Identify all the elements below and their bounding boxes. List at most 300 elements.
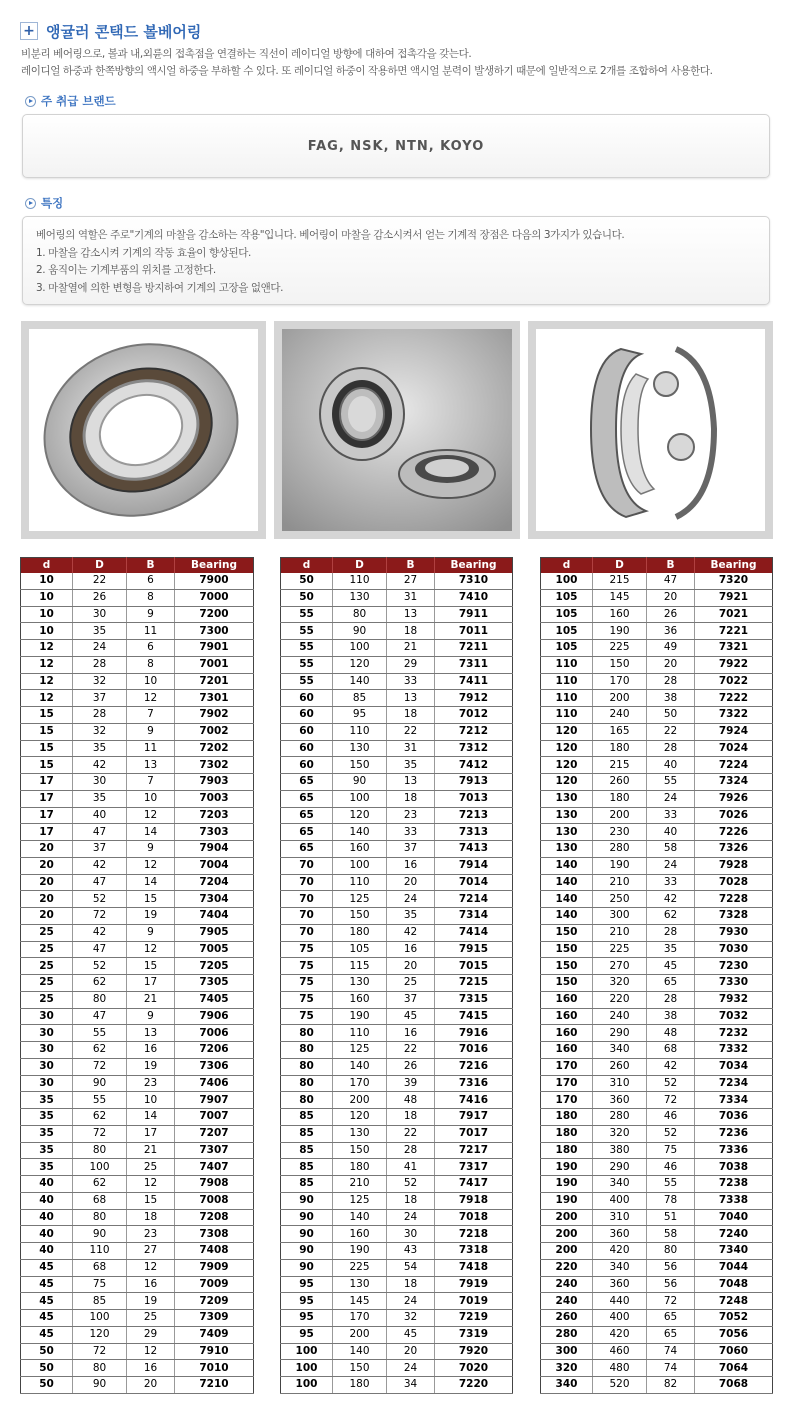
table-cell: 7056 xyxy=(695,1326,773,1343)
table-cell: 55 xyxy=(73,1025,127,1042)
table-row xyxy=(281,740,513,757)
table-cell: 21 xyxy=(127,1142,175,1159)
table-cell: 56 xyxy=(647,1276,695,1293)
table-row xyxy=(281,857,513,874)
table-cell: 7405 xyxy=(175,991,254,1008)
table-cell: 11 xyxy=(127,740,175,757)
table-cell: 110 xyxy=(541,707,593,724)
table-cell: 32 xyxy=(73,723,127,740)
table-cell: 7004 xyxy=(175,857,254,874)
table-row xyxy=(21,623,254,640)
table-row xyxy=(541,1058,773,1075)
table-row xyxy=(541,1343,773,1360)
table-cell: 16 xyxy=(127,1042,175,1059)
table-cell: 190 xyxy=(333,1008,387,1025)
table-cell: 7 xyxy=(127,774,175,791)
table-cell: 12 xyxy=(127,1259,175,1276)
table-row xyxy=(21,707,254,724)
table-row xyxy=(541,723,773,740)
table-cell: 110 xyxy=(541,656,593,673)
table-cell: 120 xyxy=(541,757,593,774)
table-row xyxy=(541,1276,773,1293)
table-row xyxy=(541,1142,773,1159)
table-row xyxy=(281,1159,513,1176)
table-cell: 25 xyxy=(127,1310,175,1327)
table-cell: 85 xyxy=(281,1159,333,1176)
table-row xyxy=(541,958,773,975)
table-cell: 20 xyxy=(21,908,73,925)
table-row xyxy=(541,991,773,1008)
table-row xyxy=(21,1226,254,1243)
table-cell: 40 xyxy=(21,1243,73,1260)
table-cell: 7000 xyxy=(175,589,254,606)
table-cell: 120 xyxy=(333,807,387,824)
table-row xyxy=(21,1276,254,1293)
table-cell: 13 xyxy=(387,606,435,623)
table-cell: 7908 xyxy=(175,1176,254,1193)
table-cell: 140 xyxy=(333,1209,387,1226)
table-cell: 40 xyxy=(73,807,127,824)
table-cell: 420 xyxy=(593,1326,647,1343)
table-cell: 65 xyxy=(647,1310,695,1327)
table-cell: 200 xyxy=(541,1243,593,1260)
table-cell: 7318 xyxy=(435,1243,513,1260)
table-cell: 150 xyxy=(333,1142,387,1159)
table-cell: 16 xyxy=(387,857,435,874)
table-cell: 72 xyxy=(647,1293,695,1310)
table-cell: 120 xyxy=(541,774,593,791)
table-cell: 180 xyxy=(541,1142,593,1159)
table-cell: 10 xyxy=(127,673,175,690)
table-cell: 7038 xyxy=(695,1159,773,1176)
table-cell: 7219 xyxy=(435,1310,513,1327)
column-header-B: B xyxy=(387,558,435,573)
table-cell: 200 xyxy=(333,1092,387,1109)
table-cell: 110 xyxy=(541,690,593,707)
table-cell: 160 xyxy=(333,1226,387,1243)
table-cell: 460 xyxy=(593,1343,647,1360)
table-cell: 42 xyxy=(647,891,695,908)
table-cell: 100 xyxy=(333,857,387,874)
table-cell: 20 xyxy=(647,656,695,673)
table-cell: 12 xyxy=(127,857,175,874)
table-cell: 7307 xyxy=(175,1142,254,1159)
table-cell: 520 xyxy=(593,1377,647,1394)
table-cell: 37 xyxy=(387,841,435,858)
table-cell: 400 xyxy=(593,1192,647,1209)
table-cell: 8 xyxy=(127,656,175,673)
table-cell: 75 xyxy=(647,1142,695,1159)
table-row xyxy=(281,589,513,606)
table-cell: 28 xyxy=(387,1142,435,1159)
table-cell: 310 xyxy=(593,1075,647,1092)
table-row xyxy=(541,1209,773,1226)
table-cell: 160 xyxy=(541,1025,593,1042)
table-cell: 7315 xyxy=(435,991,513,1008)
table-cell: 26 xyxy=(387,1058,435,1075)
table-cell: 35 xyxy=(387,908,435,925)
table-row xyxy=(541,1310,773,1327)
table-cell: 7021 xyxy=(695,606,773,623)
table-cell: 110 xyxy=(333,573,387,590)
table-cell: 34 xyxy=(387,1377,435,1394)
table-row xyxy=(281,1176,513,1193)
table-cell: 7003 xyxy=(175,790,254,807)
table-cell: 320 xyxy=(593,975,647,992)
table-cell: 72 xyxy=(73,1058,127,1075)
table-cell: 32 xyxy=(73,673,127,690)
table-cell: 7932 xyxy=(695,991,773,1008)
feature-line: 2. 움직이는 기계부품의 위치를 고정한다. xyxy=(36,264,216,276)
table-cell: 33 xyxy=(387,824,435,841)
table-cell: 47 xyxy=(73,1008,127,1025)
table-cell: 7217 xyxy=(435,1142,513,1159)
table-row xyxy=(281,991,513,1008)
table-row xyxy=(281,1092,513,1109)
table-cell: 180 xyxy=(333,1377,387,1394)
table-cell: 7230 xyxy=(695,958,773,975)
table-cell: 30 xyxy=(73,606,127,623)
table-cell: 7017 xyxy=(435,1125,513,1142)
table-cell: 17 xyxy=(127,1125,175,1142)
table-cell: 160 xyxy=(333,841,387,858)
table-row xyxy=(541,690,773,707)
table-row xyxy=(281,1293,513,1310)
table-cell: 45 xyxy=(387,1326,435,1343)
table-cell: 60 xyxy=(281,723,333,740)
table-cell: 16 xyxy=(387,1025,435,1042)
table-cell: 78 xyxy=(647,1192,695,1209)
table-cell: 7912 xyxy=(435,690,513,707)
table-cell: 150 xyxy=(541,958,593,975)
table-cell: 60 xyxy=(281,690,333,707)
table-cell: 100 xyxy=(281,1360,333,1377)
table-cell: 50 xyxy=(281,589,333,606)
table-cell: 160 xyxy=(541,991,593,1008)
table-cell: 45 xyxy=(21,1293,73,1310)
table-cell: 215 xyxy=(593,757,647,774)
table-cell: 400 xyxy=(593,1310,647,1327)
table-row xyxy=(541,573,773,590)
table-cell: 190 xyxy=(593,857,647,874)
intro-text xyxy=(21,46,713,80)
table-cell: 7926 xyxy=(695,790,773,807)
table-cell: 90 xyxy=(281,1226,333,1243)
table-cell: 12 xyxy=(21,690,73,707)
table-cell: 24 xyxy=(387,1360,435,1377)
circle-arrow-icon xyxy=(25,96,36,107)
table-header-row xyxy=(541,558,773,573)
table-cell: 6 xyxy=(127,640,175,657)
table-cell: 30 xyxy=(21,1008,73,1025)
table-cell: 24 xyxy=(387,1209,435,1226)
table-row xyxy=(541,1176,773,1193)
table-cell: 150 xyxy=(541,975,593,992)
table-cell: 85 xyxy=(281,1142,333,1159)
table-cell: 40 xyxy=(647,757,695,774)
table-cell: 60 xyxy=(281,707,333,724)
table-cell: 40 xyxy=(21,1226,73,1243)
table-cell: 150 xyxy=(333,908,387,925)
table-cell: 7305 xyxy=(175,975,254,992)
table-row xyxy=(281,924,513,941)
table-cell: 7903 xyxy=(175,774,254,791)
table-cell: 45 xyxy=(647,958,695,975)
table-cell: 280 xyxy=(541,1326,593,1343)
table-cell: 65 xyxy=(281,841,333,858)
table-cell: 100 xyxy=(333,790,387,807)
table-cell: 140 xyxy=(333,1343,387,1360)
table-cell: 52 xyxy=(387,1176,435,1193)
table-row xyxy=(21,1326,254,1343)
table-cell: 29 xyxy=(127,1326,175,1343)
table-cell: 25 xyxy=(21,941,73,958)
table-cell: 7330 xyxy=(695,975,773,992)
table-cell: 80 xyxy=(281,1025,333,1042)
table-row xyxy=(541,740,773,757)
table-cell: 7228 xyxy=(695,891,773,908)
table-cell: 50 xyxy=(21,1360,73,1377)
table-cell: 7 xyxy=(127,707,175,724)
table-cell: 65 xyxy=(281,807,333,824)
table-cell: 110 xyxy=(541,673,593,690)
table-cell: 17 xyxy=(21,824,73,841)
table-cell: 13 xyxy=(127,1025,175,1042)
table-cell: 10 xyxy=(21,589,73,606)
table-cell: 115 xyxy=(333,958,387,975)
table-cell: 90 xyxy=(281,1243,333,1260)
table-cell: 18 xyxy=(387,1192,435,1209)
table-row xyxy=(281,941,513,958)
table-row xyxy=(541,640,773,657)
table-cell: 7408 xyxy=(175,1243,254,1260)
table-cell: 21 xyxy=(127,991,175,1008)
table-cell: 300 xyxy=(541,1343,593,1360)
table-cell: 165 xyxy=(593,723,647,740)
table-cell: 7018 xyxy=(435,1209,513,1226)
table-row xyxy=(21,1310,254,1327)
column-header-bearing: Bearing xyxy=(695,558,773,573)
table-cell: 23 xyxy=(127,1075,175,1092)
table-cell: 7922 xyxy=(695,656,773,673)
table-cell: 54 xyxy=(387,1259,435,1276)
table-cell: 7232 xyxy=(695,1025,773,1042)
table-cell: 7048 xyxy=(695,1276,773,1293)
table-cell: 70 xyxy=(281,924,333,941)
table-cell: 22 xyxy=(387,1125,435,1142)
table-cell: 20 xyxy=(21,891,73,908)
table-cell: 55 xyxy=(281,623,333,640)
table-cell: 30 xyxy=(21,1042,73,1059)
table-row xyxy=(541,606,773,623)
table-cell: 7313 xyxy=(435,824,513,841)
table-cell: 125 xyxy=(333,1042,387,1059)
table-cell: 38 xyxy=(647,1008,695,1025)
table-cell: 7202 xyxy=(175,740,254,757)
table-cell: 20 xyxy=(127,1377,175,1394)
table-cell: 45 xyxy=(21,1310,73,1327)
table-cell: 85 xyxy=(281,1109,333,1126)
table-row xyxy=(281,1025,513,1042)
table-cell: 13 xyxy=(387,774,435,791)
table-cell: 7316 xyxy=(435,1075,513,1092)
table-cell: 33 xyxy=(387,673,435,690)
table-cell: 340 xyxy=(593,1176,647,1193)
table-cell: 100 xyxy=(73,1159,127,1176)
table-cell: 7304 xyxy=(175,891,254,908)
table-cell: 90 xyxy=(281,1259,333,1276)
table-cell: 7026 xyxy=(695,807,773,824)
table-cell: 240 xyxy=(541,1293,593,1310)
table-cell: 62 xyxy=(73,1109,127,1126)
table-cell: 130 xyxy=(333,975,387,992)
table-cell: 41 xyxy=(387,1159,435,1176)
table-cell: 150 xyxy=(593,656,647,673)
brands-heading xyxy=(25,93,116,109)
table-cell: 10 xyxy=(127,790,175,807)
table-cell: 18 xyxy=(387,623,435,640)
table-cell: 13 xyxy=(127,757,175,774)
table-row xyxy=(281,656,513,673)
table-cell: 100 xyxy=(281,1343,333,1360)
table-cell: 7207 xyxy=(175,1125,254,1142)
table-cell: 50 xyxy=(647,707,695,724)
table-cell: 36 xyxy=(647,623,695,640)
table-cell: 440 xyxy=(593,1293,647,1310)
table-cell: 72 xyxy=(73,908,127,925)
column-header-d: d xyxy=(541,558,593,573)
table-cell: 35 xyxy=(21,1125,73,1142)
table-cell: 7312 xyxy=(435,740,513,757)
table-row xyxy=(541,908,773,925)
table-cell: 7306 xyxy=(175,1058,254,1075)
table-row xyxy=(541,1159,773,1176)
table-cell: 7040 xyxy=(695,1209,773,1226)
table-cell: 75 xyxy=(281,975,333,992)
table-cell: 12 xyxy=(21,640,73,657)
table-row xyxy=(281,1343,513,1360)
table-cell: 120 xyxy=(541,740,593,757)
table-cell: 110 xyxy=(333,723,387,740)
table-cell: 150 xyxy=(541,941,593,958)
table-cell: 15 xyxy=(21,707,73,724)
table-row xyxy=(21,958,254,975)
table-cell: 130 xyxy=(333,1125,387,1142)
table-row xyxy=(541,841,773,858)
table-cell: 14 xyxy=(127,1109,175,1126)
table-cell: 7005 xyxy=(175,941,254,958)
table-cell: 12 xyxy=(21,673,73,690)
table-cell: 6 xyxy=(127,573,175,590)
table-cell: 420 xyxy=(593,1243,647,1260)
table-cell: 46 xyxy=(647,1109,695,1126)
table-cell: 55 xyxy=(281,673,333,690)
table-cell: 85 xyxy=(73,1293,127,1310)
table-cell: 7321 xyxy=(695,640,773,657)
table-cell: 7011 xyxy=(435,623,513,640)
table-row xyxy=(541,975,773,992)
table-cell: 7222 xyxy=(695,690,773,707)
table-cell: 35 xyxy=(21,1159,73,1176)
table-row xyxy=(21,857,254,874)
table-cell: 200 xyxy=(593,690,647,707)
table-cell: 7010 xyxy=(175,1360,254,1377)
table-cell: 15 xyxy=(127,958,175,975)
table-cell: 200 xyxy=(593,807,647,824)
table-cell: 47 xyxy=(73,874,127,891)
table-cell: 320 xyxy=(593,1125,647,1142)
table-cell: 360 xyxy=(593,1092,647,1109)
table-cell: 170 xyxy=(541,1058,593,1075)
table-cell: 180 xyxy=(541,1125,593,1142)
table-row xyxy=(541,1092,773,1109)
table-cell: 62 xyxy=(73,1176,127,1193)
table-cell: 7418 xyxy=(435,1259,513,1276)
column-header-bearing: Bearing xyxy=(435,558,513,573)
table-cell: 200 xyxy=(333,1326,387,1343)
table-cell: 72 xyxy=(73,1343,127,1360)
table-cell: 105 xyxy=(541,589,593,606)
table-row xyxy=(281,1377,513,1394)
table-cell: 280 xyxy=(593,841,647,858)
table-cell: 20 xyxy=(21,874,73,891)
table-cell: 340 xyxy=(593,1259,647,1276)
table-cell: 7028 xyxy=(695,874,773,891)
table-cell: 180 xyxy=(593,790,647,807)
table-row xyxy=(281,623,513,640)
table-cell: 56 xyxy=(647,1259,695,1276)
table-cell: 145 xyxy=(333,1293,387,1310)
table-cell: 18 xyxy=(127,1209,175,1226)
table-cell: 180 xyxy=(541,1109,593,1126)
table-cell: 20 xyxy=(387,958,435,975)
table-row xyxy=(281,1360,513,1377)
table-cell: 90 xyxy=(333,774,387,791)
features-heading-label: 특징 xyxy=(41,196,64,210)
feature-line: 베어링의 역할은 주로"기계의 마찰을 감소하는 작용"입니다. 베어링이 마찰을 감소시켜서 얻는 기계적 장점은 다음의 3가지가 있습니다. xyxy=(36,229,625,241)
table-cell: 58 xyxy=(647,841,695,858)
intro-line: 레이디얼 하중과 한쪽방향의 액시얼 하중을 부하할 수 있다. 또 레이디얼 하중이 작용하면 액시얼 분력이 발생하기 때문에 일반적으로 2개를 조합하여 사용한다. xyxy=(21,65,713,77)
table-cell: 25 xyxy=(387,975,435,992)
table-cell: 7214 xyxy=(435,891,513,908)
table-cell: 35 xyxy=(387,757,435,774)
table-cell: 150 xyxy=(333,757,387,774)
table-row xyxy=(21,991,254,1008)
table-cell: 7008 xyxy=(175,1192,254,1209)
table-cell: 380 xyxy=(593,1142,647,1159)
table-cell: 65 xyxy=(647,1326,695,1343)
table-cell: 120 xyxy=(541,723,593,740)
table-cell: 18 xyxy=(387,790,435,807)
table-cell: 7204 xyxy=(175,874,254,891)
table-row xyxy=(541,1377,773,1394)
table-cell: 68 xyxy=(647,1042,695,1059)
table-row xyxy=(281,1276,513,1293)
table-cell: 7415 xyxy=(435,1008,513,1025)
table-row xyxy=(541,707,773,724)
table-cell: 10 xyxy=(21,623,73,640)
table-cell: 12 xyxy=(127,941,175,958)
table-row xyxy=(21,1142,254,1159)
table-cell: 7216 xyxy=(435,1058,513,1075)
table-cell: 75 xyxy=(281,941,333,958)
table-cell: 125 xyxy=(333,1192,387,1209)
table-cell: 80 xyxy=(73,1142,127,1159)
table-cell: 7022 xyxy=(695,673,773,690)
table-cell: 7019 xyxy=(435,1293,513,1310)
table-cell: 7211 xyxy=(435,640,513,657)
table-cell: 7052 xyxy=(695,1310,773,1327)
